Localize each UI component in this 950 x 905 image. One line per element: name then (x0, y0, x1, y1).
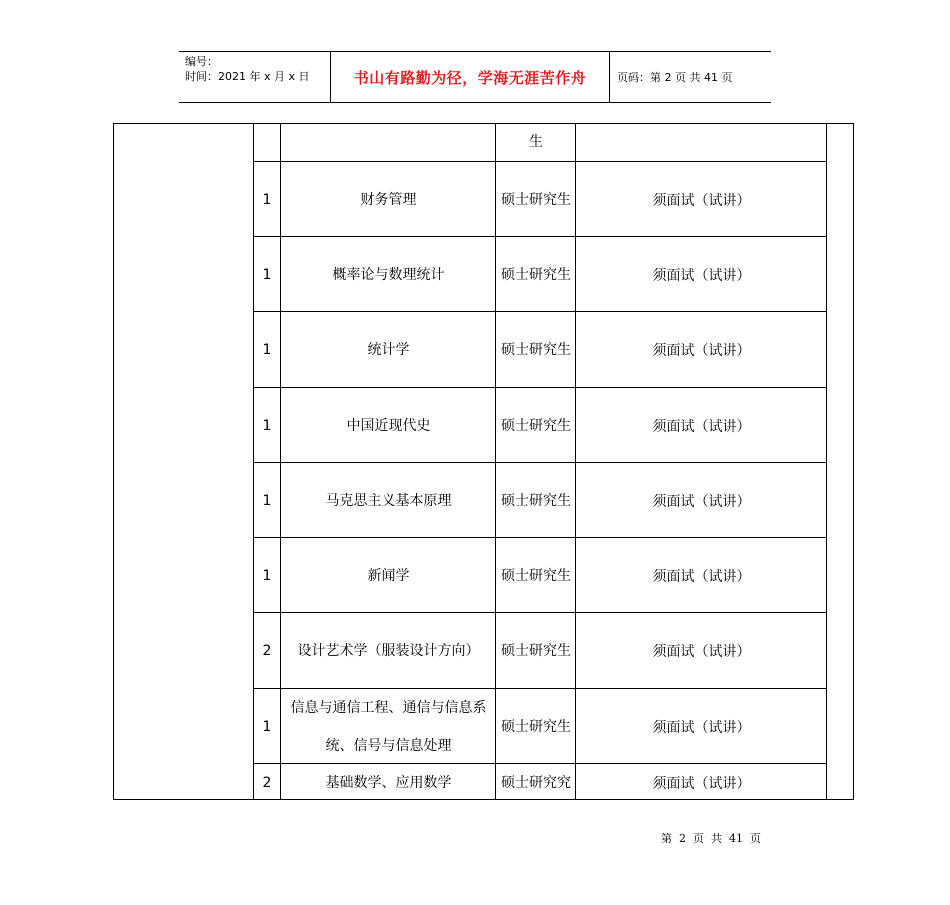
degree-cell: 硕士研究生 (501, 191, 571, 208)
note-cell: 须面试（试讲） (652, 343, 751, 359)
headcount-cell: 2 (262, 643, 272, 659)
table-row (253, 462, 827, 538)
header-meta (179, 52, 331, 102)
major-cell: 统计学 (367, 342, 410, 358)
header-motto: 书山有路勤为径，学海无涯苦作舟 (353, 68, 587, 87)
major-cell: 中国近现代史 (346, 417, 431, 434)
degree-cell: 硕士研究生 (501, 718, 571, 735)
headcount-cell: 1 (262, 342, 272, 358)
note-cell: 须面试（试讲） (652, 493, 751, 510)
table-row (253, 537, 827, 613)
major-cell: 新闻学 (367, 567, 410, 584)
note-cell: 须面试（试讲） (652, 775, 751, 792)
major-cell: 信息与通信工程、通信与信息系统、信号与信息处理 (290, 699, 487, 754)
recruitment-table (113, 123, 854, 800)
page-header (179, 51, 771, 103)
note-cell: 须面试（试讲） (652, 568, 751, 585)
headcount-cell: 2 (262, 774, 272, 791)
note-cell: 须面试（试讲） (652, 644, 751, 660)
major-cell: 基础数学、应用数学 (325, 774, 452, 791)
header-page-info: 页码：第 2 页 共 41 页 (617, 71, 733, 84)
document-number-label: 编号： (185, 55, 218, 68)
header-page-cell (610, 52, 771, 102)
headcount-cell: 1 (262, 266, 272, 283)
major-cell: 概率论与数理统计 (332, 266, 445, 283)
headcount-cell: 1 (262, 191, 272, 208)
degree-cell: 硕士研究生 (501, 492, 571, 509)
major-cell: 设计艺术学（服装设计方向） (297, 643, 480, 659)
note-cell: 须面试（试讲） (652, 192, 751, 209)
degree-cell: 硕士研究生 (501, 643, 571, 659)
degree-cell: 硕士研究生 (501, 266, 571, 283)
document-date-label: 时间：2021 年 x 月 x 日 (185, 70, 310, 83)
note-cell: 须面试（试讲） (652, 267, 751, 284)
note-cell: 须面试（试讲） (652, 719, 751, 736)
table-row (253, 612, 827, 689)
table-row (253, 688, 827, 764)
table-row (253, 763, 827, 801)
headcount-cell: 1 (262, 567, 272, 584)
table-row (253, 161, 827, 237)
major-cell: 马克思主义基本原理 (325, 492, 452, 509)
table-row (253, 236, 827, 312)
degree-cell: 硕士研究究 (501, 774, 571, 791)
degree-cell: 硕士研究生 (501, 342, 571, 358)
degree-cell: 硕士研究生 (501, 567, 571, 584)
table-row-continued (253, 123, 827, 161)
table-row (253, 387, 827, 463)
degree-cell: 硕士研究生 (501, 417, 571, 434)
degree-cell: 生 (529, 134, 543, 150)
table-row (253, 311, 827, 388)
headcount-cell: 1 (262, 417, 272, 434)
major-cell: 财务管理 (360, 191, 417, 208)
header-motto-cell (331, 52, 610, 102)
headcount-cell: 1 (262, 492, 272, 509)
note-cell: 须面试（试讲） (652, 418, 751, 435)
headcount-cell: 1 (262, 718, 272, 735)
footer-page-number: 第 2 页 共 41 页 (661, 832, 761, 845)
